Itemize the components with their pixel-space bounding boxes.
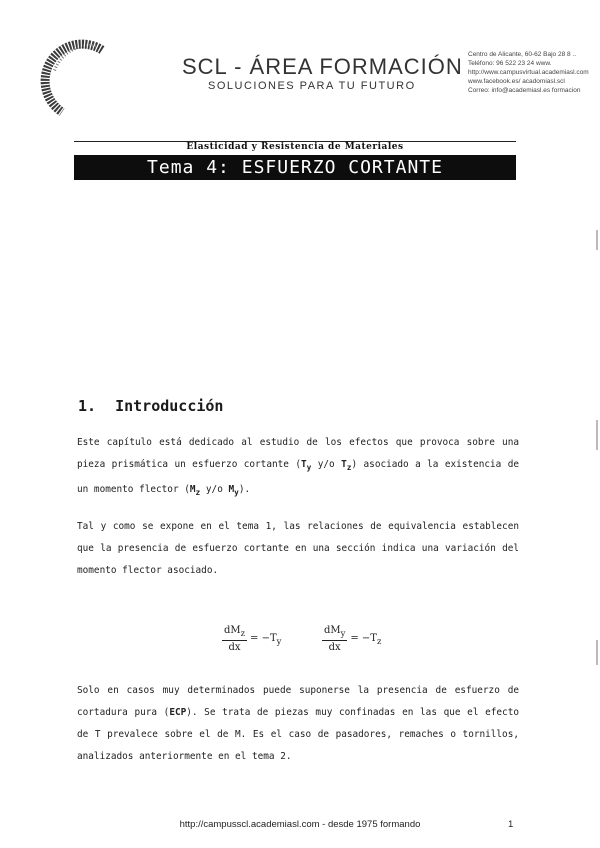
para-text: ). Se trata de piezas muy confinadas en las que el efecto de T prevalece sobre el de M. Es el caso de pasadores, remaches o tornillos, analizados anteriormente en el tema 2. — [77, 707, 519, 762]
scan-mark — [596, 640, 598, 665]
section-title: Introducción — [115, 397, 224, 415]
contact-line: www.facebook.es/ acadomiasl.scl — [468, 78, 565, 85]
contact-line: Centro de Alicante, 60-62 Bajo 28 8 .. — [468, 51, 577, 58]
para-text: ). — [238, 483, 251, 495]
pure-shear-paragraph — [77, 680, 519, 768]
brand-title: SCL - ÁREA FORMACIÓN — [182, 54, 463, 79]
symbol: $M_z$ — [189, 483, 201, 497]
para-text: Este capítulo está dedicado al estudio de los efectos que provoca sobre una pieza prismática un esfuerzo cortante ( — [77, 437, 519, 470]
equivalence-paragraph: Tal y como se expone en el tema 1, las relaciones de equivalencia establecen que la presencia de esfuerzo cortante en una sección indica una variación del momento flector asociado. — [77, 521, 519, 576]
para-text: Solo en casos muy determinados puede suponerse la presencia de esfuerzo de cortadura pura ( — [77, 685, 519, 718]
contact-line: Correo: info@academiasl.es formacion — [468, 87, 581, 94]
page-number: 1 — [508, 819, 514, 830]
brand-subtitle: SOLUCIONES PARA TU FUTURO — [208, 80, 416, 92]
section-heading — [78, 397, 223, 415]
contact-line: Teléfono: 96 522 23 24 www. — [468, 60, 552, 67]
equation-1: $\frac{dM_z}{dx}$ = $-T_y$ — [224, 625, 282, 653]
para-text: ) asociado a la existencia de un momento flector ( — [77, 459, 520, 495]
symbol: $M_y$ — [228, 483, 239, 497]
symbol: $T_z$ — [341, 459, 352, 472]
para-text: y/o — [200, 483, 229, 495]
scan-mark — [596, 230, 598, 250]
symbol: $T_y$ — [300, 459, 312, 472]
logo-arc-icon — [40, 38, 126, 124]
symbol: ECP — [169, 707, 187, 718]
footer-text: http://campusscl.academiasl.com - desde 1975 formando — [179, 819, 421, 830]
intro-paragraph — [77, 432, 519, 504]
contact-block — [468, 50, 596, 95]
course-title: Elasticidad y Resistencia de Materiales — [186, 142, 404, 152]
topic-title: Tema 4: ESFUERZO CORTANTE — [74, 155, 516, 180]
equation-2: $\frac{dM_y}{dx}$ = $-T_z$ — [324, 625, 382, 653]
section-number: 1. — [78, 397, 97, 415]
contact-line: http://www.campusvirtual.academiasl.com — [468, 69, 589, 76]
scan-mark — [596, 420, 598, 450]
para-text: y/o — [311, 459, 342, 470]
